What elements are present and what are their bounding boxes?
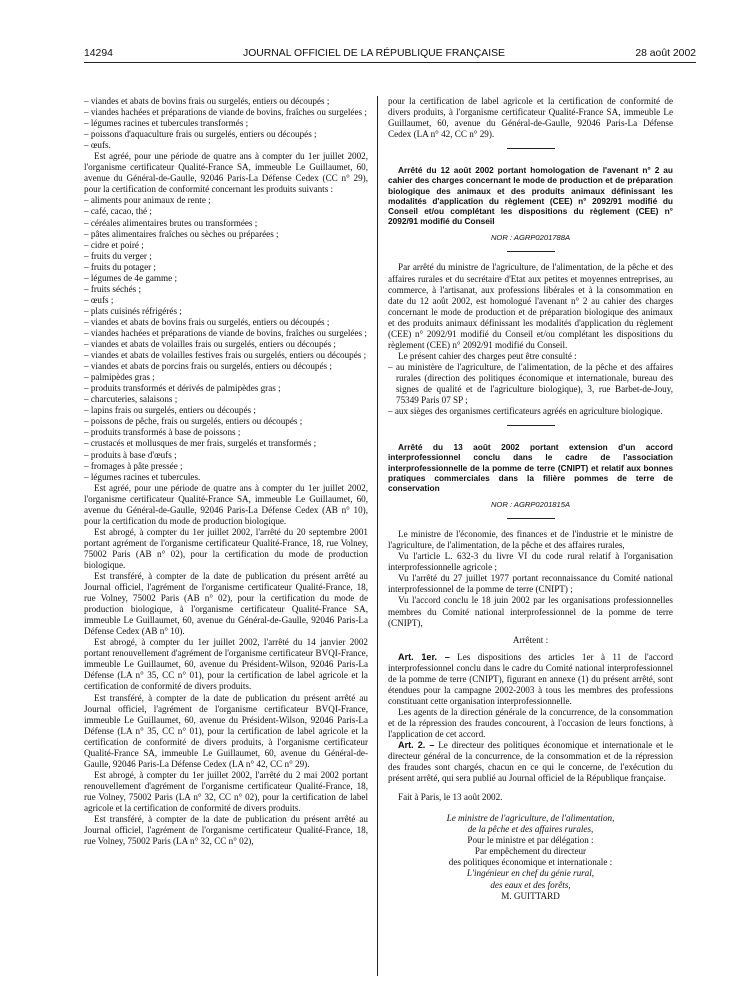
- list-item: – au ministère de l'agriculture, de l'alimentation, de la pêche et des affaires rurales (direction des politiques économique et internationale, bureau des signes de qualité et de l'agriculture biologique), 3, rue Barbet-de-Jouy, 75349 Paris 07 SP ;: [388, 362, 673, 406]
- list-item: – fruits du verger ;: [84, 251, 368, 262]
- paragraph: Est agréé, pour une période de quatre ans à compter du 1er juillet 2002, l'organisme certificateur Qualité-France SA, immeuble Le Guillaumet, 60, avenue du Général-de-Gaulle, 92046 Paris-La Défense Cedex (AB n° 10), pour la certification du mode de production biologique.: [84, 482, 368, 526]
- list-item: – œufs.: [84, 140, 368, 151]
- signature-line: Pour le ministre et par délégation :: [467, 835, 594, 846]
- journal-title: JOURNAL OFFICIEL DE LA RÉPUBLIQUE FRANÇAISE: [243, 48, 505, 59]
- list-item: – légumes de 4e gamme ;: [84, 273, 368, 284]
- signature-line: L'ingénieur en chef du génie rural,: [466, 868, 595, 879]
- list-item: – viandes et abats de porcins frais ou surgelés, entiers ou découpés ;: [84, 361, 368, 372]
- list-item: – produits à base d'œufs ;: [84, 450, 368, 461]
- list-item: – charcuteries, salaisons ;: [84, 394, 368, 405]
- list-item: – œufs ;: [84, 295, 368, 306]
- paragraph: Est abrogé, à compter du 1er juillet 2002, l'arrêté du 2 mai 2002 portant renouvellement d'agrément de l'organisme certificateur Qualité-France, 18, rue Volney, 75002 Paris (LA n° 32, CC n° 02), pour la certification de label agricole et la certification de conformité de divers produits.: [84, 769, 368, 813]
- list-item: – céréales alimentaires brutes ou transformées ;: [84, 218, 368, 229]
- section-separator: [507, 148, 555, 149]
- article-label: Art. 2. –: [398, 740, 435, 751]
- signature-line: des eaux et des forêts,: [490, 879, 571, 890]
- list-item: – viandes hachées et préparations de viande de bovins, fraîches ou surgelées ;: [84, 107, 368, 118]
- right-column: [388, 96, 673, 902]
- section-separator: [507, 425, 555, 426]
- list-item: – poissons d'aquaculture frais ou surgelés, entiers ou découpés ;: [84, 129, 368, 140]
- list-item: – fromages à pâte pressée ;: [84, 461, 368, 472]
- paragraph: Est abrogé, à compter du 1er juillet 2002, l'arrêté du 14 janvier 2002 portant renouvellement d'agrément de l'organisme certificateur BVQI-France, immeuble Le Guillaumet, 60, avenue du Président-Wilson, 92046 Paris-La Défense (LA n° 35, CC n° 01), pour la certification de label agricole et la certification de conformité de divers produits.: [84, 637, 368, 692]
- paragraph: pour la certification de label agricole et la certification de conformité de divers produits, à l'organisme certificateur Qualité-France SA, immeuble Le Guillaumet, 60, avenue du Général-de-Gaulle, 92046 Paris-La Défense Cedex (LA n° 42, CC n° 29).: [388, 96, 673, 140]
- list-item: – viandes et abats de volailles festives frais ou surgelés, entiers ou découpés ;: [84, 350, 368, 361]
- issue-date: 28 août 2002: [635, 48, 696, 59]
- signature-line: des politiques économique et internationale :: [448, 857, 613, 868]
- paragraph: Le ministre de l'économie, des finances et de l'industrie et le ministre de l'agriculture, de l'alimentation, de la pêche et des affaires rurales,: [388, 529, 673, 551]
- nor-reference: NOR : AGRP0201788A: [490, 233, 571, 243]
- list-item: – plats cuisinés réfrigérés ;: [84, 306, 368, 317]
- decree-title: Arrêté du 12 août 2002 portant homologation de l'avenant n° 2 au cahier des charges concernant le mode de production et de préparation biologique des animaux et des produits animaux définissant les modalités d'application du règlement (CEE) n° 2092/91 modifié du Conseil et/ou complétant les dispositions du règlement (CEE) n° 2092/91 modifié du Conseil: [388, 165, 673, 227]
- decree-title: Arrêté du 13 août 2002 portant extension d'un accord interprofessionnel conclu dans le cadre de l'association interprofessionnelle de la pomme de terre (CNIPT) et relatif aux bonnes pratiques commerciales dans la filière pommes de terre de conservation: [388, 442, 673, 493]
- list-item: – palmipèdes gras ;: [84, 372, 368, 383]
- list-item: – produits transformés à base de poissons ;: [84, 427, 368, 438]
- paragraph: Vu l'article L. 632-3 du livre VI du code rural relatif à l'organisation interprofessionnelle agricole ;: [388, 551, 673, 573]
- signature-line: de la pêche et des affaires rurales,: [467, 824, 594, 835]
- signature-line: Le ministre de l'agriculture, de l'alimentation,: [446, 813, 615, 824]
- paragraph: Vu l'arrêté du 27 juillet 1977 portant reconnaissance du Comité national interprofessionnel de la pomme de terre (CNIPT) ;: [388, 573, 673, 595]
- paragraph: Les agents de la direction générale de la concurrence, de la consommation et de la répression des fraudes concourent, à l'occasion de leurs fonctions, à l'application de cet accord.: [388, 706, 673, 739]
- paragraph: Vu l'accord conclu le 18 juin 2002 par les organisations professionnelles membres du Comité national interprofessionnel de la pomme de terre (CNIPT),: [388, 595, 673, 628]
- list-item: – produits transformés et dérivés de palmipèdes gras ;: [84, 383, 368, 394]
- list-item: – viandes et abats de volailles frais ou surgelés, entiers ou découpés ;: [84, 339, 368, 350]
- product-list-a: [84, 96, 368, 151]
- signature-line: Par empêchement du directeur: [474, 846, 587, 857]
- paragraph: Est transféré, à compter de la date de publication du présent arrêté au Journal officiel, l'agrément de l'organisme certificateur Qualité-France, 18, rue Volney, 75002 Paris (AB n° 02), pour la certification du mode de production biologique, à l'organisme certificateur Qualité-France SA, immeuble Le Guillaumet, 60, avenue du Général-de-Gaulle, 92046 Paris-La Défense Cedex (AB n° 10).: [84, 571, 368, 637]
- list-item: – pâtes alimentaires fraîches ou sèches ou préparées ;: [84, 229, 368, 240]
- list-item: – fruits séchés ;: [84, 284, 368, 295]
- list-item: – viandes hachées et préparations de viande de bovins, fraîches ou surgelées ;: [84, 328, 368, 339]
- section-separator: [507, 251, 555, 252]
- list-item: – crustacés et mollusques de mer frais, surgelés et transformés ;: [84, 438, 368, 449]
- list-item: – viandes et abats de bovins frais ou surgelés, entiers ou découpés ;: [84, 317, 368, 328]
- paragraph: Est agréé, pour une période de quatre ans à compter du 1er juillet 2002, l'organisme certificateur Qualité-France SA, immeuble Le Guillaumet, 60, avenue du Général-de-Gaulle, 92046 Paris-La Défense Cedex (CC n° 29), pour la certification de conformité concernant les produits suivants :: [84, 151, 368, 195]
- product-list-b: [84, 195, 368, 482]
- paragraph: Par arrêté du ministre de l'agriculture, de l'alimentation, de la pêche et des affaires rurales et du secrétaire d'Etat aux petites et moyennes entreprises, au commerce, à l'artisanat, aux professions libérales et à la consommation en date du 12 août 2002, est homologué l'avenant n° 2 au cahier des charges concernant le mode de production et de préparation biologique des animaux et des produits animaux définissant les modalités d'application du règlement (CEE) n° 2092/91 modifié du Conseil et/ou complétant les dispositions du règlement (CEE) n° 2092/91 modifié du Conseil.: [388, 262, 673, 350]
- article-2: [388, 740, 673, 784]
- arretent-heading: Arrêtent :: [512, 634, 549, 645]
- paragraph: Est transféré, à compter de la date de publication du présent arrêté au Journal officiel, l'agrément de l'organisme certificateur Qualité-France, 18, rue Volney, 75002 Paris (LA n° 32, CC n° 02),: [84, 814, 368, 847]
- list-item: – viandes et abats de bovins frais ou surgelés, entiers ou découpés ;: [84, 96, 368, 107]
- article-label: Art. 1er. –: [398, 651, 450, 662]
- page-number: 14294: [84, 48, 113, 59]
- paragraph: Est transféré, à compter de la date de publication du présent arrêté au Journal officiel, l'agrément de l'organisme certificateur BVQI-France, immeuble Le Guillaumet, 60, avenue du Président-Wilson, 92046 Paris-La Défense (LA n° 35, CC n° 01), pour la certification de label agricole et la certification de conformité de divers produits, à l'organisme certificateur Qualité-France SA, immeuble Le Guillaumet, 60, avenue du Général-de-Gaulle, 92046 Paris-La Défense Cedex (LA n° 42, CC n° 29).: [84, 692, 368, 769]
- list-item: – aux sièges des organismes certificateurs agréés en agriculture biologique.: [388, 406, 673, 417]
- list-item: – lapins frais ou surgelés, entiers ou découpés ;: [84, 405, 368, 416]
- nor-reference: NOR : AGRP0201815A: [490, 500, 571, 510]
- list-item: – café, cacao, thé ;: [84, 206, 368, 217]
- signature-date: Fait à Paris, le 13 août 2002.: [398, 792, 503, 803]
- list-item: – légumes racines et tubercules.: [84, 472, 368, 483]
- article-text: Le directeur des politiques économique et internationale et le directeur général de la concurrence, de la consommation et de la répression des fraudes sont chargés, chacun en ce qui le concerne, de l'exécution du présent arrêté, qui sera publié au Journal officiel de la République française.: [388, 740, 673, 784]
- article-1: [388, 652, 673, 707]
- list-item: – cidre et poiré ;: [84, 240, 368, 251]
- signatory-name: M. GUITTARD: [501, 890, 560, 901]
- list-item: – poissons de pêche, frais ou surgelés, entiers ou découpés ;: [84, 416, 368, 427]
- section-separator: [507, 518, 555, 519]
- left-column: [84, 96, 368, 847]
- paragraph: Le présent cahier des charges peut être consulté :: [398, 350, 577, 361]
- list-item: – aliments pour animaux de rente ;: [84, 195, 368, 206]
- header-rule: [84, 62, 696, 63]
- column-divider: [377, 96, 378, 976]
- list-item: – légumes racines et tubercules transformés ;: [84, 118, 368, 129]
- paragraph: Est abrogé, à compter du 1er juillet 2002, l'arrêté du 20 septembre 2001 portant agrément de l'organisme certificateur Qualité-France, 18, rue Volney, 75002 Paris (AB n° 02), pour la certification du mode de production biologique.: [84, 526, 368, 570]
- signature-block: [388, 813, 673, 901]
- list-item: – fruits du potager ;: [84, 262, 368, 273]
- article-text: Les dispositions des articles 1er à 11 de l'accord interprofessionnel conclu dans le cadre du Comité national interprofessionnel de la pomme de terre (CNIPT), figurant en annexe (1) du présent arrêté, sont étendues pour la campagne 2002-2003 à tous les membres des professions constituant cette organisation interprofessionnelle.: [388, 651, 674, 706]
